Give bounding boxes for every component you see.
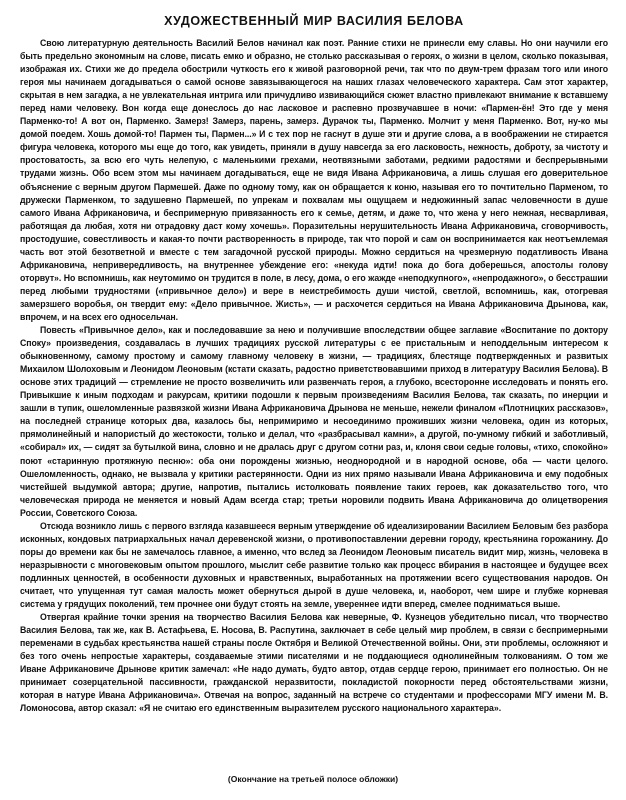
paragraph-3: Отсюда возникло лишь с первого взгляда казавшееся верным утверждение об идеализировании Василием Беловым без разбора исконных, кондовых патриархальных начал деревенской жизни, о противопоставлении деревни городу, крестьянина горожанину. До поры до времени как бы не замечалось главное, а именно, что вслед за Леонидом Леоновым писатель видит мир, жизнь, человека в неразрывности с многовековым опытом прошлого, мыслит себе развитие только как процесс вбирания в настоящее и будущее всех подлинных ценностей, в особенности духовных и нравственных, выработанных на протяжении всего существования народов. Он считает, что упущенная тут самая малость может обернуться дырой в душе человека, и, наоборот, чем шире и глубже корневая система у грядущих поколений, тем прочнее они будут стоять на земле, увереннее идти вперед, смелее подниматься выше. <box>20 520 608 610</box>
paragraph-4: Отвергая крайние точки зрения на творчество Василия Белова как неверные, Ф. Кузнецов убедительно писал, что творчество Василия Белова, так же, как В. Астафьева, Е. Носова, В. Распутина, заключает в себе целый мир проблем, в связи с беспримерными переменами в судьбах крестьянства нашей страны после Октября и Великой Отечественной войны. Они, эти проблемы, осложняют и без того очень непростые характеры, создаваемые этими писателями и не поддающиеся однолинейным толкованиям. О том же Иване Африкановиче Дрынове критик замечал: «Не надо думать, будто автор, отдав сердце герою, принимает его полностью. Он не принимает созерцательной пассивности, гражданской неразвитости, покладистой покорности перед обстоятельствами жизни, которая в натуре Ивана Африкановича». Отвечая на вопрос, заданный на встрече со студентами и профессорами МГУ имени М. В. Ломоносова, автор сказал: «Я не считаю его единственным выразителем русского национального характера». <box>20 612 608 714</box>
article-body <box>20 37 608 715</box>
paragraph-2: Повесть «Привычное дело», как и последовавшие за нею и получившие впоследствии общее заглавие «Воспитание по доктору Споку» произведения, создавалась в лучших традициях русской литературы с ее пристальным и неподдельным интересом к обыкновенному, самому простому и самому главному человеку в жизни, — традициях, блестяще подтвержденных и развитых Михаилом Шолоховым и Леонидом Леоновым (кстати сказать, радостно приветствовавшими приход в литературу Василия Белова). В основе этих традиций — стремление не просто возвеличить или развенчать героя, а глубоко, всесторонне исследовать и понять его. Привыкшие к иным подходам и ракурсам, критики подошли к первым произведениям Василия Белова, так сказать, по инерции и зашли в тупик, ошеломленные развязкой жизни Ивана Африкановича Дрынова не меньше, нежели финалом «Плотницких рассказов», на последней странице которых два, казалось бы, непримиримо и несоединимо проживших жизни человека, один из которых, прямолинейный и напористый до жестокости, только и делал, что «разбрасывал камни», а другой, по-умному гибкий и заботливый, «собирал» их, — сидят за бутылкой вина, словно и не дралась друг с другом сотни раз, и, клоня свои седые головы, «тихо, спокойно» поют «старинную протяжную песню»: оба они порождены жизнью, неоднородной и в народной основе, оба — части целого. Ошеломленность, однако, не вызвала у критики растерянности. Одни из них прямо называли Ивана Африкановича и ему подобных чистейшей выдумкой автора; другие, напротив, пытались истолковать появление таких героев, как доказательство того, что человеческая природа не меняется и новый Адам всегда стар; третьи норовили подвить Ивана Африкановича до олицетворения России, Советского Союза. <box>20 325 608 518</box>
article-title: ХУДОЖЕСТВЕННЫЙ МИР ВАСИЛИЯ БЕЛОВА <box>164 14 464 28</box>
paragraph-1: Свою литературную деятельность Василий Белов начинал как поэт. Ранние стихи не принесли ему славы. Но они научили его быть предельно экономным на слове, писать емко и образно, не столько рассказывая о героях, о жизни в целом, сколько показывая, изображая их. Стихи же до предела обострили чуткость его к живой разговорной речи, так что по двум-трем фразам того или иного героя мы начинаем догадываться о самой основе завязывающегося на наших глазах человеческого характера. Сам этот характер, скрытая в нем загадка, а не увлекательная интрига или причудливо извивающийся сюжет властно привлекают внимание к вставшему перед нами человеку. Вон когда еще донеслось до нас ласковое и распевно прозвучавшее в ночи: «Пармен-ён! Это где у меня Парменко-то! А вот он, Парменко. Замерз! Замерз, парень, замерз. Дурачок ты, Парменко. Молчит у меня Парменко. Вот, ну-ко мы домой поедем. Хошь домой-то! Пармен ты, Пармен...» И с тех пор не гаснут в душе эти и другие слова, а в воображении не стирается фигура человека, которого мы еще до того, как увидеть, приняли в душу навсегда за его ласковость, нежность, доброту, за чистоту и простоватость, за всю его чуть нелепую, с маленькими грехами, неотвязными заботами, редкими радостями и беспрерывными трудами жизнь. Обо всем этом мы начинаем догадываться, еще не видя Ивана Африкановича, а лишь слушая его доверительное объяснение с верным другом Пармешей. Даже по одному тому, как он обращается к коню, называя его то почтительно Парменом, то дружески Парменком, то задушевно Пармешей, по упрекам и похвалам мы ощущаем и недюжинный запас человечности в душе самого Ивана Африкановича, и беспримерную привязанность его к семье, детям, и даже то, что жена у него нежная, несварливая, работящая да любая, хотя ни отрадовку даст кому хочешь». Поразительны нерушительность Ивана Африкановича, сговорчивость, простодушие, совестливость и какая-то почти растворенность в природе, так что порой и сам он воспринимается как неотъемлемая часть вот этой безответной и вместе с тем загадочной русской природы. Можно сердиться на чрезмерную податливость Ивана Африкановича, непривередливость, на внутреннее убеждение его: «некуда идти! пока до бога доберешься, апостолы голову оторвут». Но вспомнишь, как неутомимо он трудится в поле, в лесу, дома, о его жажде «неподкупного», «непродажного», о бесстрашии перед любыми трудностями («привычное дело») и вере в неистребимость души чистой, светлой, вспомнишь, как, отогревая замерзшего воробья, он твердит ему: «Дело привычное. Жисть», — и расхочется сердиться на Ивана Африкановича Дрынова, как, впрочем, и на всех его односельчан. <box>20 38 608 322</box>
continuation-note: (Окончание на третьей полосе обложки) <box>227 774 399 784</box>
